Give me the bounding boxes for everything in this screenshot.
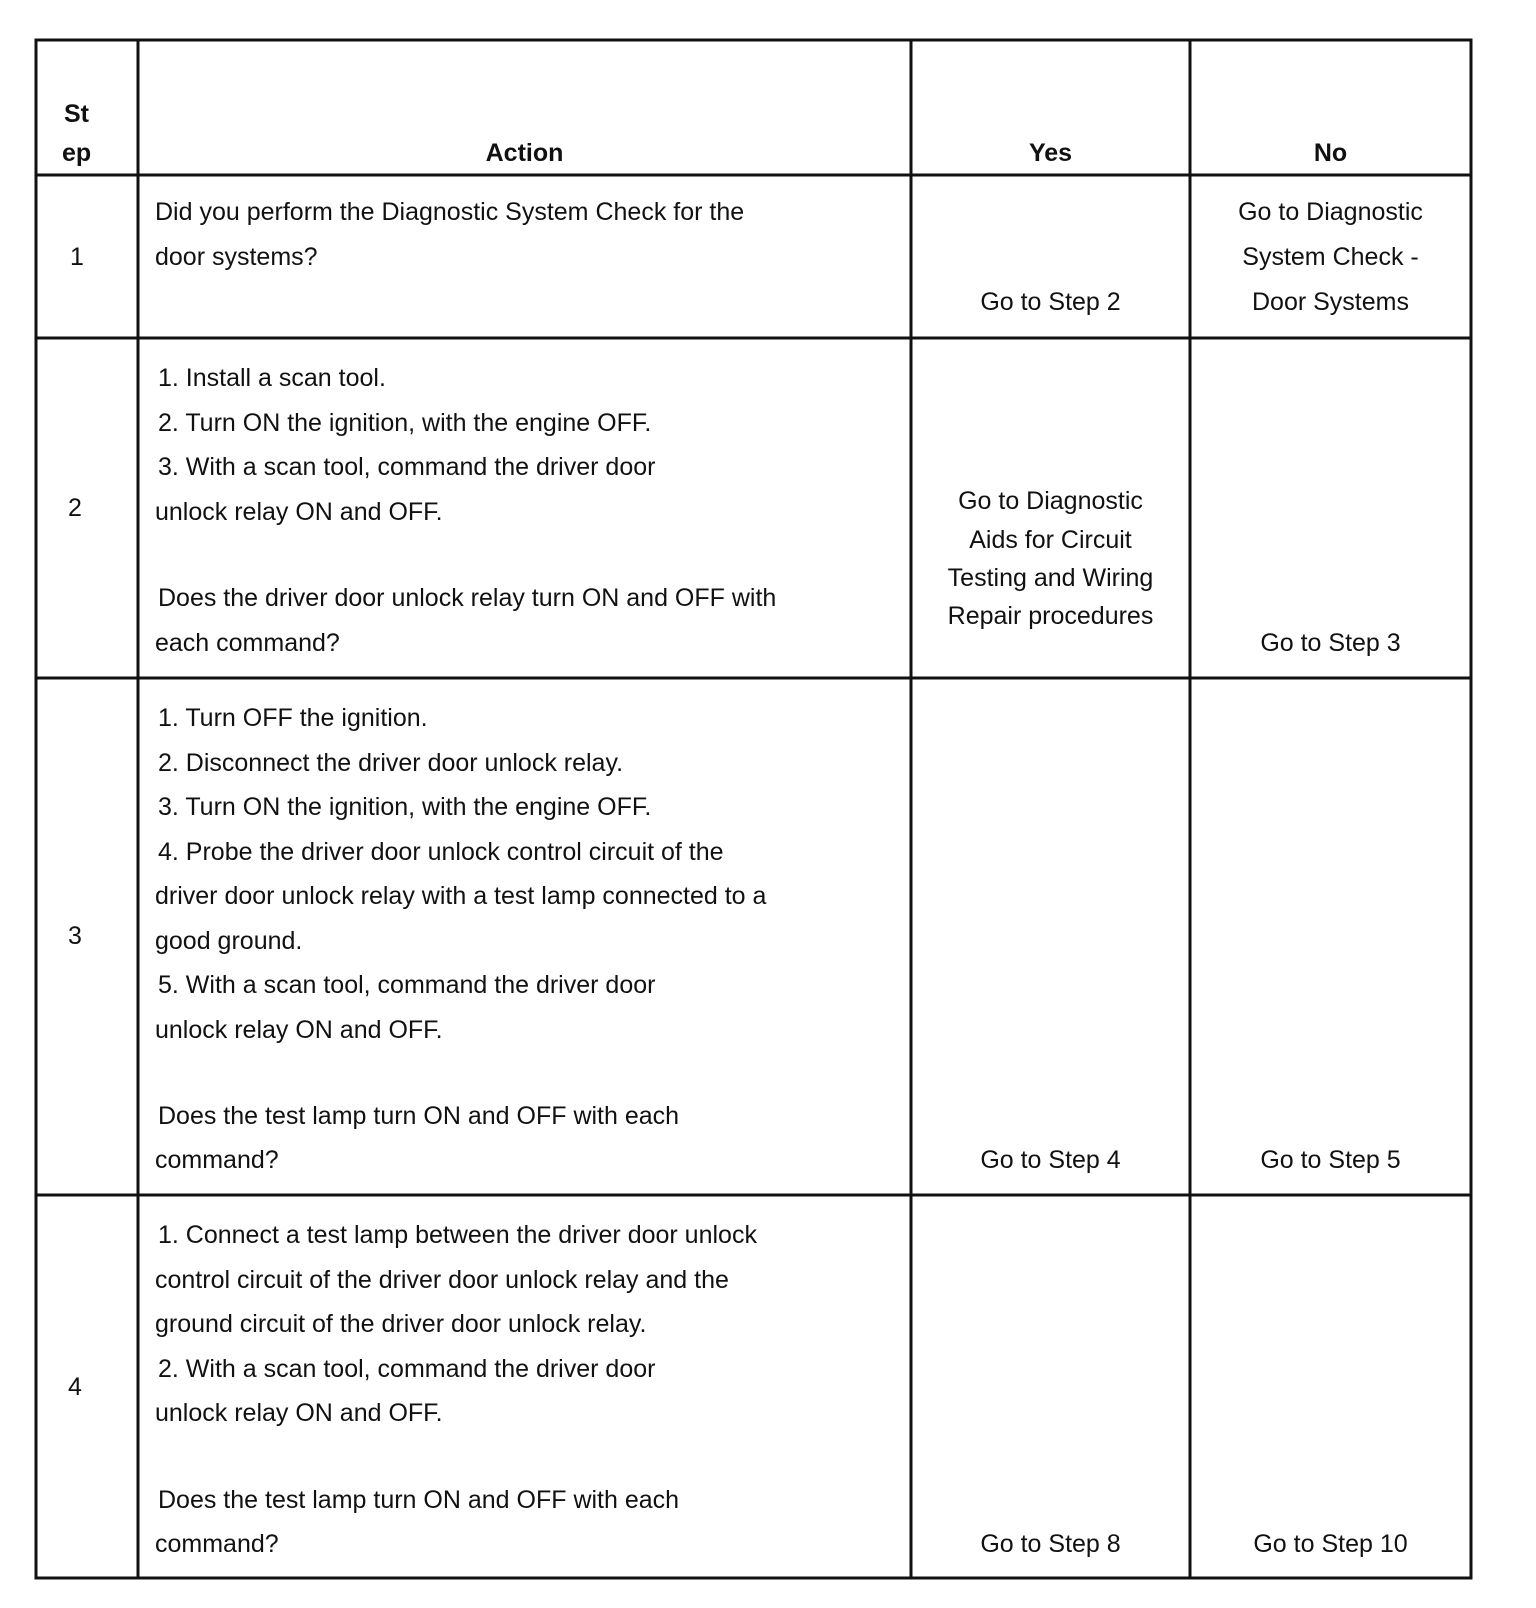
action-line: door systems? xyxy=(155,243,318,271)
action-line: 1. Connect a test lamp between the driver door unlock xyxy=(158,1221,757,1249)
action-line: command? xyxy=(155,1146,279,1174)
action-line: 5. With a scan tool, command the driver door xyxy=(158,971,656,999)
action-line: 1. Turn OFF the ignition. xyxy=(158,704,428,732)
yes-result: Aids for Circuit xyxy=(969,526,1132,554)
no-result: Go to Diagnostic xyxy=(1238,198,1423,226)
step-number: 1 xyxy=(70,243,84,271)
action-line: 3. With a scan tool, command the driver door xyxy=(158,453,656,481)
no-result: Go to Step 10 xyxy=(1253,1530,1408,1558)
action-line: 2. Turn ON the ignition, with the engine OFF. xyxy=(158,409,652,437)
yes-result: Go to Step 8 xyxy=(980,1530,1121,1558)
step-number: 2 xyxy=(68,494,82,522)
action-line: 4. Probe the driver door unlock control circuit of the xyxy=(158,838,724,866)
action-line: Does the test lamp turn ON and OFF with each xyxy=(158,1102,680,1130)
header-step-part1: St xyxy=(64,100,89,128)
action-line: Does the driver door unlock relay turn ON and OFF with xyxy=(158,584,777,612)
no-result: System Check - xyxy=(1242,243,1419,271)
no-result: Door Systems xyxy=(1252,288,1409,316)
action-line: Did you perform the Diagnostic System Check for the xyxy=(155,198,745,226)
action-line: Does the test lamp turn ON and OFF with each xyxy=(158,1486,680,1514)
action-line: control circuit of the driver door unlock relay and the xyxy=(155,1266,729,1294)
yes-result: Testing and Wiring xyxy=(947,564,1154,592)
step-number: 3 xyxy=(68,922,82,950)
action-line: 3. Turn ON the ignition, with the engine OFF. xyxy=(158,793,652,821)
action-line: ground circuit of the driver door unlock relay. xyxy=(155,1310,647,1338)
yes-result: Go to Diagnostic xyxy=(958,487,1143,515)
action-line: 2. With a scan tool, command the driver door xyxy=(158,1355,656,1383)
action-line: unlock relay ON and OFF. xyxy=(155,1016,443,1044)
yes-result: Go to Step 4 xyxy=(980,1146,1121,1174)
action-line: 1. Install a scan tool. xyxy=(158,364,386,392)
action-line: unlock relay ON and OFF. xyxy=(155,1399,443,1427)
no-result: Go to Step 5 xyxy=(1260,1146,1401,1174)
action-line: unlock relay ON and OFF. xyxy=(155,498,443,526)
action-line: command? xyxy=(155,1530,279,1558)
action-line: 2. Disconnect the driver door unlock relay. xyxy=(158,749,624,777)
header-action: Action xyxy=(485,139,564,167)
header-step-part2: ep xyxy=(62,139,92,167)
no-result: Go to Step 3 xyxy=(1260,629,1401,657)
action-line: good ground. xyxy=(155,927,303,955)
action-line: each command? xyxy=(155,629,340,657)
action-line: driver door unlock relay with a test lamp connected to a xyxy=(155,882,767,910)
yes-result: Go to Step 2 xyxy=(980,288,1121,316)
yes-result: Repair procedures xyxy=(947,602,1154,630)
header-yes: Yes xyxy=(1028,139,1073,167)
step-number: 4 xyxy=(68,1373,82,1401)
header-no: No xyxy=(1313,139,1348,167)
